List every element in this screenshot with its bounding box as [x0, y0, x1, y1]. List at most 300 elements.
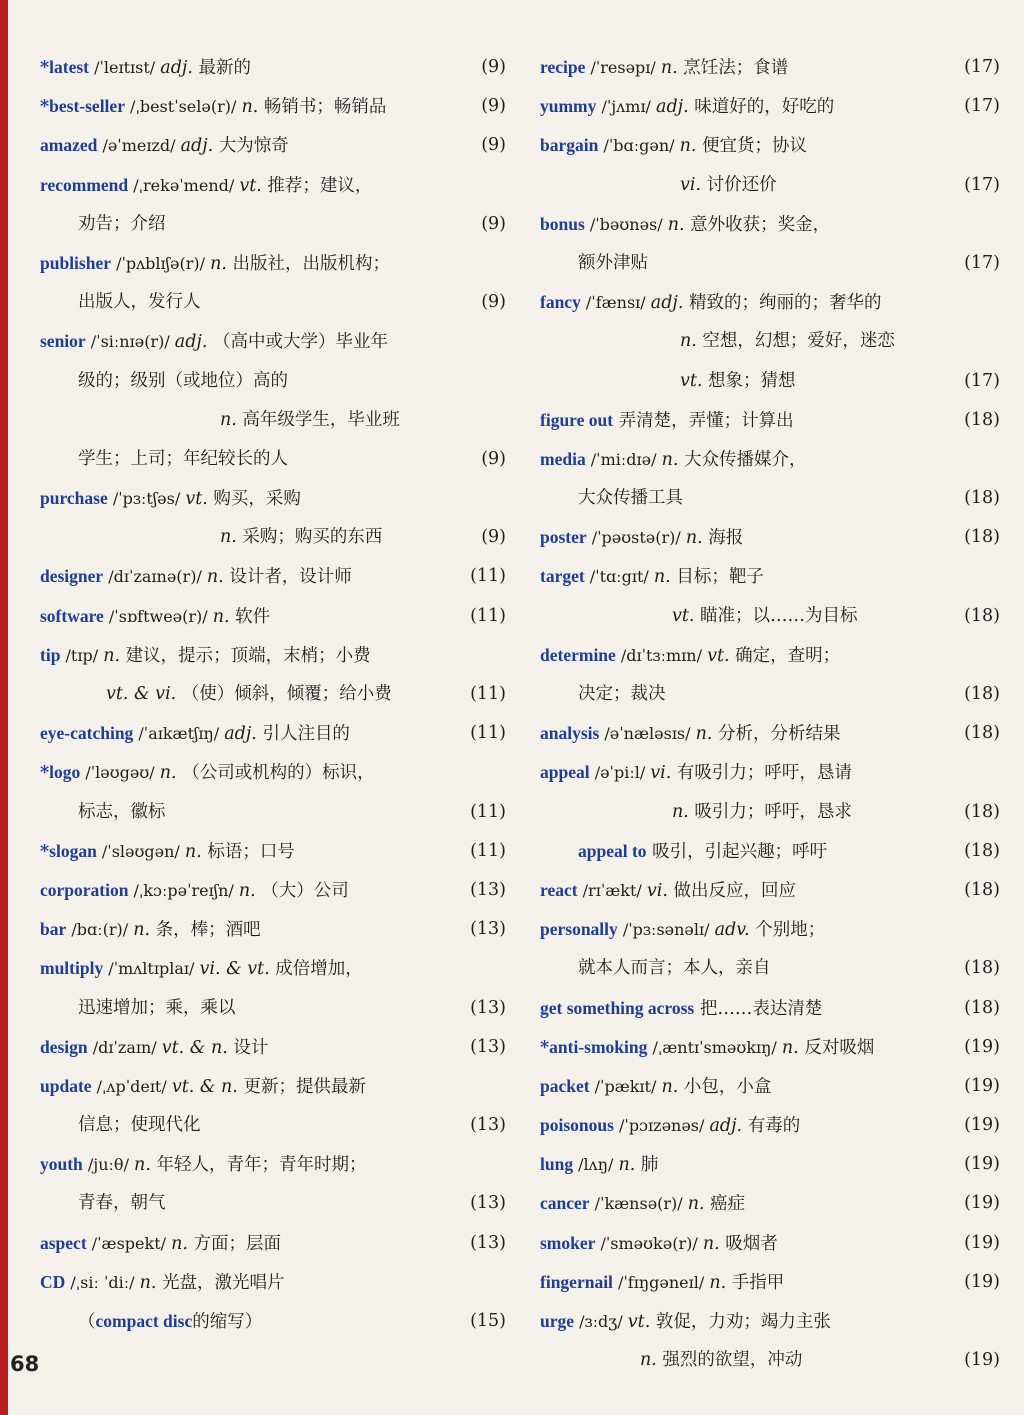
headword: best-seller: [49, 96, 125, 117]
phonetic: /ˈsɒftweə(r)/: [103, 606, 213, 626]
definition: 建议，提示；顶端，末梢；小费: [120, 645, 371, 666]
headword: get something across: [540, 997, 695, 1018]
definition: 高年级学生，毕业班: [236, 409, 400, 430]
headword: cancer: [540, 1193, 590, 1214]
definition: 海报: [702, 528, 744, 549]
entry-line: [540, 910, 1000, 949]
headword: slogan: [49, 840, 97, 861]
unit-page-ref: (18): [964, 605, 1000, 626]
phonetic: /ˈjʌmɪ/: [596, 97, 657, 117]
unit-page-ref: (9): [481, 96, 506, 117]
definition: 条，棒；酒吧: [150, 920, 261, 941]
headword: fingernail: [540, 1271, 613, 1292]
headword: lung: [540, 1154, 574, 1175]
entry-line: [540, 322, 1000, 361]
page-number: 68: [10, 1352, 40, 1376]
phonetic: /ˌbestˈselə(r)/: [124, 97, 242, 117]
definition: 精致的；绚丽的；奢华的: [683, 293, 882, 314]
unit-page-ref: (11): [470, 801, 506, 822]
part-of-speech: n.: [661, 449, 679, 470]
definition: 小包，小盒: [678, 1076, 772, 1097]
phonetic: /ˈsiːnɪə(r)/: [85, 332, 175, 352]
definition: 出版人，发行人: [78, 292, 201, 313]
definition: 标语；口号: [201, 841, 295, 862]
entry-line: [540, 871, 1000, 910]
unit-page-ref: (9): [481, 135, 506, 156]
unit-page-ref: (19): [964, 1154, 1000, 1175]
definition: 劝告；介绍: [78, 213, 166, 234]
headword: smoker: [540, 1232, 596, 1253]
headword: amazed: [40, 135, 98, 156]
headword: media: [540, 448, 586, 469]
headword: yummy: [540, 96, 597, 117]
definition: 讨价还价: [701, 174, 777, 195]
definition: 有毒的: [742, 1116, 801, 1137]
part-of-speech: n.: [103, 645, 121, 666]
part-of-speech: vt.: [707, 645, 730, 666]
definition: 信息；使现代化: [78, 1115, 201, 1136]
phonetic: /ˈpɜːsənəlɪ/: [617, 920, 715, 940]
definition: 敦促，力劝；竭力主张: [650, 1312, 831, 1332]
headword: appeal to: [578, 840, 647, 861]
headword: design: [40, 1036, 88, 1057]
headword: recipe: [540, 57, 586, 77]
definition: 个别地；: [749, 920, 826, 941]
definition: 反对吸烟: [798, 1037, 875, 1058]
entry-line: [40, 989, 506, 1028]
part-of-speech: n.: [660, 58, 678, 78]
phonetic: /ˈfɪŋgəneɪl/: [612, 1272, 710, 1292]
phonetic: /ˈæspekt/: [86, 1233, 172, 1253]
phonetic: /əˈpiːl/: [589, 763, 651, 783]
part-of-speech: n.: [709, 1272, 727, 1293]
part-of-speech: n.: [661, 1076, 679, 1097]
part-of-speech: adj.: [224, 724, 257, 745]
entry-line: [40, 1302, 506, 1341]
entry-line: [40, 793, 506, 832]
part-of-speech: n.: [220, 527, 237, 548]
headword: corporation: [40, 879, 129, 900]
phonetic: /ˈpɔɪzənəs/: [613, 1116, 710, 1136]
headword: packet: [540, 1075, 590, 1096]
part-of-speech: n.: [206, 567, 224, 588]
headword: personally: [540, 919, 618, 940]
headword: compact disc: [95, 1311, 193, 1331]
phonetic: /ˈbɑːgən/: [598, 136, 680, 156]
unit-page-ref: (18): [964, 997, 1000, 1018]
entry-line: [40, 675, 506, 714]
unit-page-ref: (18): [964, 801, 1000, 822]
entry-line: [40, 714, 506, 753]
phonetic: /ˈpækɪt/: [589, 1076, 662, 1096]
entry-line: [540, 557, 1000, 596]
phonetic: /lʌŋ/: [573, 1155, 619, 1175]
unit-page-ref: (19): [964, 1036, 1000, 1057]
phonetic: /ˌsiː ˈdiː/: [65, 1272, 140, 1292]
definition: 年轻人，青年；青年时期；: [150, 1155, 367, 1176]
part-of-speech: vt. & n.: [161, 1037, 228, 1058]
unit-page-ref: (18): [964, 409, 1000, 430]
part-of-speech: n.: [672, 801, 689, 822]
definition: 吸引力；呼吁，恳求: [688, 801, 852, 822]
entry-line: [540, 597, 1000, 636]
entry-line: [40, 949, 506, 988]
unit-page-ref: (19): [964, 1232, 1000, 1253]
phonetic: /ˈləʊgəʊ/: [80, 763, 160, 783]
definition: 肺: [635, 1155, 659, 1176]
entry-line: [540, 362, 1000, 401]
unit-page-ref: (18): [964, 527, 1000, 548]
definition: 分析，分析结果: [712, 724, 841, 745]
part-of-speech: n.: [653, 567, 671, 588]
definition: 推荐；建议，: [261, 175, 373, 196]
entry-line: [540, 1106, 1000, 1145]
entry-line: [540, 832, 1000, 871]
entry-line: [540, 126, 1000, 165]
part-of-speech: adj.: [180, 136, 214, 157]
definition: 烹饪法；食谱: [677, 58, 789, 78]
phonetic: /dɪˈzaɪnə(r)/: [103, 567, 207, 587]
entry-line: [40, 832, 506, 871]
definition: 引人注目的: [256, 724, 350, 745]
entry-line: [40, 205, 506, 244]
entry-line: [40, 126, 506, 165]
unit-page-ref: (17): [964, 96, 1000, 117]
part-of-speech: n.: [679, 136, 697, 157]
definition: 购买，采购: [207, 489, 301, 510]
definition: 意外收获；奖金，: [684, 214, 831, 235]
entry-line: [40, 1145, 506, 1184]
unit-page-ref: (11): [470, 723, 506, 744]
unit-page-ref: (9): [481, 527, 506, 548]
part-of-speech: n.: [667, 214, 685, 235]
headword: update: [40, 1075, 92, 1096]
unit-page-ref: (19): [964, 1271, 1000, 1292]
entry-line: [40, 322, 506, 361]
definition: （使）倾斜，倾覆；给小费: [176, 684, 392, 704]
definition: 吸烟者: [719, 1233, 778, 1254]
phonetic: /dɪˈzaɪn/: [87, 1037, 162, 1057]
unit-page-ref: (11): [470, 566, 506, 587]
part-of-speech: n.: [781, 1037, 799, 1058]
definition: 瞄准；以……为目标: [694, 605, 858, 626]
entry-line: [540, 714, 1000, 753]
entry-line: [540, 1341, 1000, 1380]
definition: 额外津贴: [578, 252, 648, 273]
entry-line: [540, 753, 1000, 792]
unit-page-ref: (13): [470, 1036, 506, 1057]
entry-line: [540, 793, 1000, 832]
definition: （大）公司: [255, 880, 349, 901]
phonetic: /ɜːdʒ/: [574, 1312, 628, 1331]
part-of-speech: n.: [134, 1155, 151, 1176]
entry-line: [40, 518, 506, 557]
phonetic: /əˈmeɪzd/: [97, 136, 181, 156]
part-of-speech: n.: [241, 97, 259, 118]
part-of-speech: vi.: [680, 174, 702, 195]
definition: 手指甲: [726, 1272, 785, 1293]
definition: 的缩写）: [192, 1312, 263, 1332]
unit-page-ref: (9): [481, 213, 506, 234]
unit-page-ref: (18): [964, 488, 1000, 509]
unit-page-ref: (19): [964, 1193, 1000, 1214]
definition: 更新；提供最新: [237, 1076, 366, 1097]
headword: recommend: [40, 174, 129, 195]
part-of-speech: adj.: [174, 332, 208, 353]
part-of-speech: vt.: [627, 1312, 651, 1332]
headword: latest: [49, 57, 90, 77]
headword: bonus: [540, 213, 585, 234]
headword: publisher: [40, 252, 111, 273]
definition: 光盘，激光唱片: [156, 1272, 285, 1293]
unit-page-ref: (9): [481, 57, 506, 77]
part-of-speech: adj.: [650, 293, 684, 314]
part-of-speech: vt. & vi.: [106, 684, 177, 704]
entry-line: [540, 283, 1000, 322]
definition: 确定，查明；: [729, 645, 841, 666]
entry-line: [40, 1184, 506, 1223]
entry-line: [40, 87, 506, 126]
unit-page-ref: (18): [964, 840, 1000, 861]
page-edge-stripe: [0, 0, 8, 1415]
part-of-speech: n.: [640, 1350, 657, 1371]
definition: （高中或大学）毕业年: [207, 332, 388, 353]
part-of-speech: n.: [184, 841, 202, 862]
star-marker: *: [40, 841, 50, 862]
unit-page-ref: (17): [964, 57, 1000, 77]
unit-page-ref: (11): [470, 684, 506, 704]
definition: 软件: [229, 606, 271, 627]
definition: 最新的: [192, 58, 251, 78]
unit-page-ref: (15): [470, 1311, 506, 1331]
entry-line: [540, 48, 1000, 87]
entry-line: [40, 362, 506, 401]
part-of-speech: vi. & vt.: [199, 959, 270, 980]
entry-line: [540, 518, 1000, 557]
unit-page-ref: (17): [964, 370, 1000, 391]
phonetic: /ˈtɑːgɪt/: [584, 567, 654, 587]
definition: 成倍增加，: [269, 959, 363, 980]
entry-line: [40, 1224, 506, 1263]
definition: 迅速增加；乘，乘以: [78, 997, 236, 1018]
unit-page-ref: (11): [470, 840, 506, 861]
definition: 把……表达清楚: [694, 998, 823, 1019]
star-marker: *: [40, 763, 50, 784]
part-of-speech: n.: [171, 1233, 188, 1254]
unit-page-ref: (9): [481, 448, 506, 469]
entry-line: [540, 1067, 1000, 1106]
phonetic: /ˌrekəˈmend/: [128, 175, 240, 195]
headword: poisonous: [540, 1115, 614, 1136]
part-of-speech: vi.: [650, 763, 672, 784]
phonetic: /ˈpəʊstə(r)/: [586, 528, 686, 548]
unit-page-ref: (9): [481, 292, 506, 313]
part-of-speech: vt. & n.: [171, 1076, 238, 1097]
entry-line: [40, 1106, 506, 1145]
entry-line: [540, 1184, 1000, 1223]
entry-line: [540, 1028, 1000, 1067]
entry-line: [40, 557, 506, 596]
definition: 便宜货；协议: [696, 136, 808, 157]
unit-page-ref: (19): [964, 1075, 1000, 1096]
definition: 味道好的，好吃的: [688, 97, 835, 118]
headword: figure out: [540, 409, 614, 430]
part-of-speech: n.: [212, 606, 230, 627]
entry-line: [40, 440, 506, 479]
entry-line: [40, 910, 506, 949]
entry-line: [540, 401, 1000, 440]
entry-line: [540, 989, 1000, 1028]
entry-line: [40, 166, 506, 205]
part-of-speech: n.: [695, 724, 713, 745]
entry-line: [40, 597, 506, 636]
part-of-speech: vt.: [239, 175, 262, 196]
part-of-speech: n.: [238, 880, 256, 901]
headword: senior: [40, 331, 86, 352]
unit-page-ref: (18): [964, 684, 1000, 704]
entry-line: [540, 205, 1000, 244]
definition: 强烈的欲望，冲动: [656, 1350, 803, 1371]
definition: 决定；裁决: [578, 684, 666, 704]
headword: aspect: [40, 1232, 87, 1253]
part-of-speech: n.: [685, 528, 703, 549]
entry-line: [40, 48, 506, 87]
star-marker: *: [40, 58, 50, 78]
definition: 目标；靶子: [670, 567, 764, 588]
phonetic: /dɪˈtɜːmɪn/: [615, 645, 708, 665]
headword: bar: [40, 919, 67, 940]
definition: 设计: [227, 1037, 269, 1058]
phonetic: /ˈmiːdɪə/: [585, 449, 662, 469]
phonetic: /ˈpʌblɪʃə(r)/: [111, 253, 211, 273]
headword: determine: [540, 644, 616, 665]
unit-page-ref: (13): [470, 919, 506, 940]
phonetic: /juːθ/: [82, 1155, 135, 1175]
entry-line: [40, 871, 506, 910]
headword: anti-smoking: [549, 1036, 648, 1057]
entry-line: [40, 479, 506, 518]
definition: 癌症: [704, 1194, 746, 1215]
entry-line: [40, 636, 506, 675]
entry-line: [540, 244, 1000, 283]
part-of-speech: n.: [220, 409, 237, 430]
phonetic: /ˈpɜːtʃəs/: [107, 489, 186, 509]
definition: 大为惊奇: [213, 136, 289, 157]
definition: 有吸引力；呼吁，恳请: [671, 763, 852, 784]
headword: logo: [49, 762, 81, 783]
unit-page-ref: (17): [964, 174, 1000, 195]
definition: （公司或机构的）标识，: [176, 763, 375, 784]
phonetic: /bɑː(r)/: [66, 920, 134, 940]
phonetic: /ˈsməʊkə(r)/: [595, 1233, 703, 1253]
part-of-speech: n.: [618, 1155, 636, 1176]
entry-line: [540, 479, 1000, 518]
unit-page-ref: (13): [470, 1232, 506, 1253]
definition: 出版社，出版机构；: [226, 253, 390, 274]
entry-line: [40, 244, 506, 283]
headword: analysis: [540, 723, 600, 744]
entry-prefix: （: [78, 1312, 96, 1332]
entry-line: [40, 1028, 506, 1067]
definition: 设计者，设计师: [223, 567, 352, 588]
star-marker: *: [40, 97, 50, 118]
definition: 采购；购买的东西: [236, 527, 383, 548]
headword: youth: [40, 1154, 83, 1175]
entry-line: [540, 1263, 1000, 1302]
part-of-speech: n.: [680, 331, 697, 352]
headword: poster: [540, 527, 587, 548]
phonetic: /ˈbəʊnəs/: [584, 214, 668, 234]
part-of-speech: adj.: [160, 58, 193, 78]
definition: 做出反应，回应: [667, 880, 796, 901]
unit-page-ref: (13): [470, 1115, 506, 1136]
phonetic: /ˈkænsə(r)/: [589, 1194, 688, 1214]
unit-page-ref: (13): [470, 997, 506, 1018]
entry-line: [40, 283, 506, 322]
headword: eye-catching: [40, 723, 134, 744]
phonetic: /ˌʌpˈdeɪt/: [91, 1076, 172, 1096]
star-marker: *: [540, 1037, 550, 1058]
headword: bargain: [540, 135, 599, 156]
definition: 吸引，引起兴趣；呼吁: [646, 841, 828, 862]
definition: 大众传播媒介，: [678, 449, 807, 470]
entry-line: [40, 1263, 506, 1302]
headword: designer: [40, 566, 104, 587]
part-of-speech: n.: [133, 920, 151, 941]
part-of-speech: vt.: [680, 370, 703, 391]
part-of-speech: n.: [159, 763, 177, 784]
headword: fancy: [540, 292, 581, 313]
part-of-speech: n.: [702, 1233, 720, 1254]
phonetic: /əˈnæləsɪs/: [599, 724, 696, 744]
entry-line: [540, 1224, 1000, 1263]
part-of-speech: n.: [210, 253, 227, 274]
phonetic: /ˈaɪkætʃɪŋ/: [133, 724, 225, 744]
unit-page-ref: (13): [470, 1193, 506, 1214]
unit-page-ref: (11): [470, 605, 506, 626]
unit-page-ref: (19): [964, 1115, 1000, 1136]
phonetic: /ˈresəpɪ/: [585, 58, 661, 77]
definition: 方面；层面: [187, 1233, 281, 1254]
part-of-speech: n.: [687, 1194, 705, 1215]
definition: 空想，幻想；爱好，迷恋: [696, 331, 895, 352]
part-of-speech: adj.: [656, 97, 689, 118]
definition: 畅销书；畅销品: [258, 97, 387, 118]
headword: urge: [540, 1311, 575, 1331]
phonetic: /ˈleɪtɪst/: [89, 58, 161, 77]
left-column: [40, 48, 506, 1341]
entry-line: [40, 753, 506, 792]
definition: 想象；猜想: [702, 370, 796, 391]
unit-page-ref: (13): [470, 879, 506, 900]
entry-line: [540, 949, 1000, 988]
definition: 弄清楚，弄懂；计算出: [613, 410, 794, 431]
headword: purchase: [40, 488, 108, 509]
part-of-speech: vt.: [672, 605, 695, 626]
entry-line: [540, 1145, 1000, 1184]
right-column: [540, 48, 1000, 1380]
part-of-speech: n.: [139, 1272, 157, 1293]
phonetic: /ˌkɔːpəˈreɪʃn/: [128, 880, 239, 900]
definition: 大众传播工具: [578, 488, 683, 509]
phonetic: /tɪp/: [60, 645, 104, 665]
entry-line: [540, 1302, 1000, 1341]
part-of-speech: adv.: [714, 920, 750, 941]
definition: 青春，朝气: [78, 1193, 166, 1214]
definition: 学生；上司；年纪较长的人: [78, 448, 288, 469]
entry-line: [540, 166, 1000, 205]
unit-page-ref: (18): [964, 958, 1000, 979]
